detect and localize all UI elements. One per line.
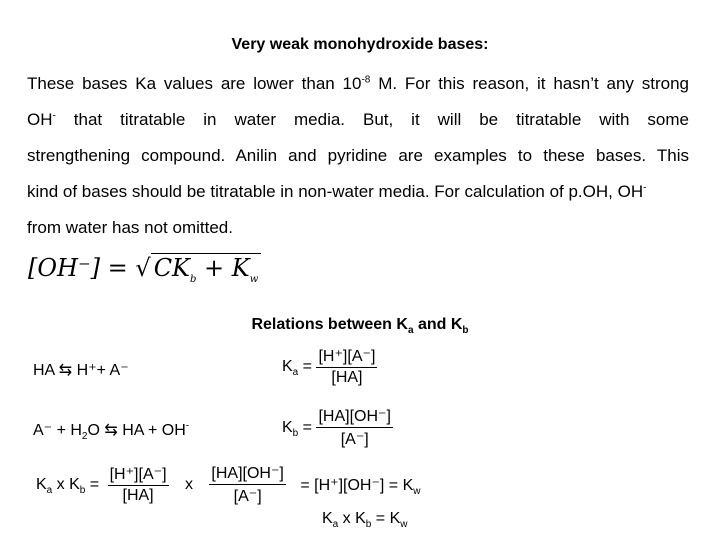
equilibrium-2: $A^- + H_2O$ ⇆ HA + OH- bbox=[33, 420, 190, 443]
kb-expression: $K_b$ = $\frac{[HA][OH^-]}{[A^-]}$ bbox=[282, 408, 391, 448]
ka-kb-product: $K_a$ x $K_b$ = $\frac{[H^+][A^-]}{[HA]}$ x $\frac{[HA][OH^-]}{[A^-]}$ = $[H^+][OH^-] = K_w$ bbox=[36, 465, 421, 505]
oh-concentration-formula: [OH⁻] = √ $CK_b + K_w$ bbox=[28, 254, 261, 282]
relations-heading: Relations between $K_a$ and $K_b$ bbox=[251, 316, 469, 337]
ka-kb-equals-kw: $K_a$ x $K_b = K_w$ bbox=[322, 510, 408, 531]
equilibrium-1: HA ⇆ H⁺+ A⁻ bbox=[33, 362, 129, 379]
paragraph-line-3: strengthening compound. Anilin and pyridine are examples to these bases. This bbox=[27, 146, 689, 165]
paragraph-line-5: from water has not omitted. bbox=[27, 218, 233, 237]
paragraph bbox=[27, 66, 689, 246]
ka-expression: $K_a$ = $\frac{[H^+][A^-]}{[HA]}$ bbox=[282, 348, 376, 386]
paragraph-line-4: kind of bases should be titratable in non-water media. For calculation of p.OH, OH- bbox=[27, 182, 647, 201]
square-root: √ bbox=[135, 254, 151, 282]
page-title: Very weak monohydroxide bases: bbox=[231, 36, 489, 53]
paragraph-line-2: OH- that titratable in water media. But, it will be titratable with some bbox=[27, 110, 689, 129]
paragraph-line-1: These bases Ka values are lower than $10^{-8}$ M. For this reason, it hasn’t any strong bbox=[27, 74, 689, 93]
